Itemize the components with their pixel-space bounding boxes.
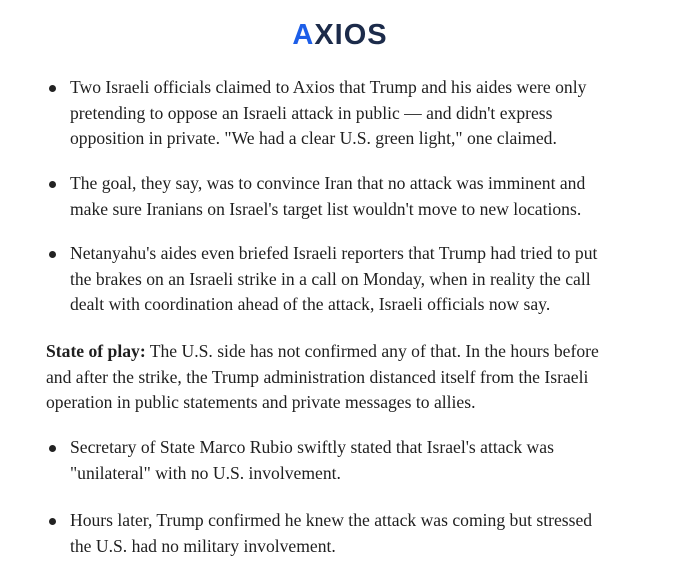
bullet-text <box>70 435 670 486</box>
text-line: Two Israeli officials claimed to Axios that Trump and his aides were only <box>70 77 587 97</box>
text-line: "unilateral" with no U.S. involvement. <box>70 462 341 483</box>
text-line: the brakes on an Israeli strike in a call on Monday, when in reality the call <box>70 268 591 289</box>
axios-logo <box>0 17 680 53</box>
text-line: operation in public statements and private messages to allies. <box>46 392 476 412</box>
bullet-dot <box>49 518 56 525</box>
text-line: the U.S. had no military involvement. <box>70 535 336 556</box>
bullet-dot <box>49 445 56 452</box>
text-line <box>46 339 676 365</box>
axios-logo-text <box>292 17 387 53</box>
bullet-dot <box>49 85 56 92</box>
bullet-text <box>70 508 670 559</box>
text-line: The goal, they say, was to convince Iran that no attack was imminent and <box>70 173 586 193</box>
text-line: make sure Iranians on Israel's target list wouldn't move to new locations. <box>70 198 582 219</box>
state-of-play-paragraph <box>46 339 676 416</box>
text-line: Netanyahu's aides even briefed Israeli reporters that Trump had tried to put <box>70 243 598 263</box>
axios-logo-a: A <box>292 19 315 51</box>
text-line: Secretary of State Marco Rubio swiftly stated that Israel's attack was <box>70 437 554 457</box>
bullet-text <box>70 75 670 152</box>
axios-logo-rest: XIOS <box>314 19 388 51</box>
text-line: dealt with coordination ahead of the attack, Israeli officials now say. <box>70 294 551 314</box>
state-of-play-text: The U.S. side has not confirmed any of that. In the hours before <box>145 341 599 361</box>
text-line: Hours later, Trump confirmed he knew the attack was coming but stressed <box>70 510 593 530</box>
text-line: pretending to oppose an Israeli attack in public — and didn't express <box>70 102 553 123</box>
bullet-dot <box>49 251 56 258</box>
text-line: opposition in private. "We had a clear U.S. green light," one claimed. <box>70 128 557 148</box>
bullet-dot <box>49 181 56 188</box>
bullet-text <box>70 171 670 222</box>
state-of-play-lead: State of play: <box>46 341 146 361</box>
text-line: and after the strike, the Trump administration distanced itself from the Israeli <box>46 366 589 387</box>
bullet-text <box>70 241 670 318</box>
